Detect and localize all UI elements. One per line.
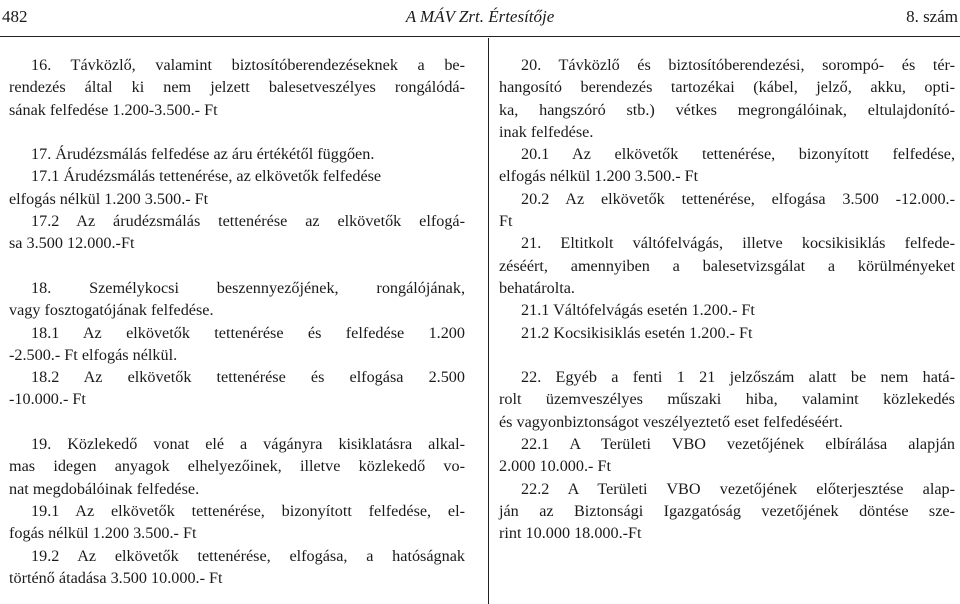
text-line: -2.500.- Ft elfogás nélkül. <box>9 345 178 364</box>
text-line: elfogás nélkül 1.200 3.500.- Ft <box>499 167 699 186</box>
text-line: 21.2 Kocsikisiklás esetén 1.200.- Ft <box>521 323 753 342</box>
text-line: rolt üzemveszélyes műszaki hiba, valamint közlekedés <box>499 390 955 409</box>
text-line: vagy fosztogatójának felfedése. <box>9 301 214 320</box>
text-line: 17. Árudézsmálás felfedése az áru értékétől függően. <box>31 145 375 164</box>
text-line: történő átadása 3.500 10.000.- Ft <box>9 568 223 587</box>
text-line: Ft <box>499 212 513 231</box>
text-line: hangosító berendezés tartozékai (kábel, jelző, akku, opti- <box>499 78 955 97</box>
text-line: inak felfedése. <box>499 122 594 141</box>
paragraph-gap <box>9 411 465 433</box>
text-line: 20.2 Az elkövetők tettenérése, elfogása 3.500 -12.000.- <box>521 189 955 208</box>
text-line: 18. Személykocsi beszennyezőjének, rongálójának, <box>31 278 465 297</box>
text-line: 17.1 Árudézsmálás tettenérése, az elkövetők felfedése <box>31 167 382 186</box>
paragraph-gap <box>499 344 955 366</box>
text-line: 22.1 A Területi VBO vezetőjének elbírálása alapján <box>521 435 955 454</box>
text-line: 18.2 Az elkövetők tettenérése és elfogása 2.500 <box>31 368 465 387</box>
text-line: 21.1 Váltófelvágás esetén 1.200.- Ft <box>521 301 755 320</box>
text-line: 20. Távközlő és biztosítóberendezési, sorompó- és tér- <box>521 56 955 74</box>
text-line: sa 3.500 12.000.-Ft <box>9 234 135 253</box>
text-line: zéséért, amennyiben a balesetvizsgálat a körülményeket <box>499 256 955 275</box>
text-line: 17.2 Az árudézsmálás tettenérése az elkövetők elfogá- <box>31 212 465 231</box>
text-line: -10.000.- Ft <box>9 390 86 409</box>
text-line: rint 10.000 18.000.-Ft <box>499 524 642 543</box>
text-line: 19.1 Az elkövetők tettenérése, bizonyított felfedése, el- <box>31 501 465 520</box>
right-column <box>499 54 955 545</box>
header-rule <box>0 36 960 37</box>
text-line: 22. Egyéb a fenti 1 21 jelzőszám alatt be nem hatá- <box>521 368 955 387</box>
paragraph-gap <box>9 255 465 277</box>
issue-number: 8. szám <box>906 7 958 26</box>
text-line: 18.1 Az elkövetők tettenérése és felfedése 1.200 <box>31 323 465 342</box>
text-line: ka, hangszóró stb.) vétkes megrongálóinak, eltulajdonító- <box>499 100 955 119</box>
publication-title: A MÁV Zrt. Értesítője <box>405 7 555 26</box>
text-line: 2.000 10.000.- Ft <box>499 457 611 476</box>
column-divider <box>488 38 489 604</box>
text-line: rendezés által ki nem jelzett balesetveszélyes rongálódá- <box>9 78 465 97</box>
text-line: ján az Biztonsági Igazgatóság vezetőjének döntése sze- <box>499 501 955 520</box>
text-line: elfogás nélkül 1.200 3.500.- Ft <box>9 189 209 208</box>
text-line: 16. Távközlő, valamint biztosítóberendezéseknek a be- <box>31 56 465 74</box>
text-line: behatárolta. <box>499 278 575 297</box>
text-line: és vagyonbiztonságot veszélyeztető eset felfedéséért. <box>499 412 843 431</box>
text-line: 19.2 Az elkövetők tettenérése, elfogása, a hatóságnak <box>31 546 465 565</box>
text-line: 21. Eltitkolt váltófelvágás, illetve kocsikisiklás felfede- <box>521 234 955 253</box>
page-header <box>0 0 960 34</box>
text-line: sának felfedése 1.200-3.500.- Ft <box>9 100 218 119</box>
text-line: mas idegen anyagok elhelyezőinek, illetve közlekedő vo- <box>9 457 465 476</box>
text-line: fogás nélkül 1.200 3.500.- Ft <box>9 524 197 543</box>
text-line: nat megdobálóinak felfedése. <box>9 479 200 498</box>
paragraph-gap <box>9 121 465 143</box>
text-line: 19. Közlekedő vonat elé a vágányra kisiklatásra alkal- <box>31 435 465 454</box>
page-number: 482 <box>2 7 28 26</box>
left-column <box>9 54 465 589</box>
text-line: 22.2 A Területi VBO vezetőjének előterjesztése alap- <box>521 479 955 498</box>
text-line: 20.1 Az elkövetők tettenérése, bizonyított felfedése, <box>521 145 955 164</box>
